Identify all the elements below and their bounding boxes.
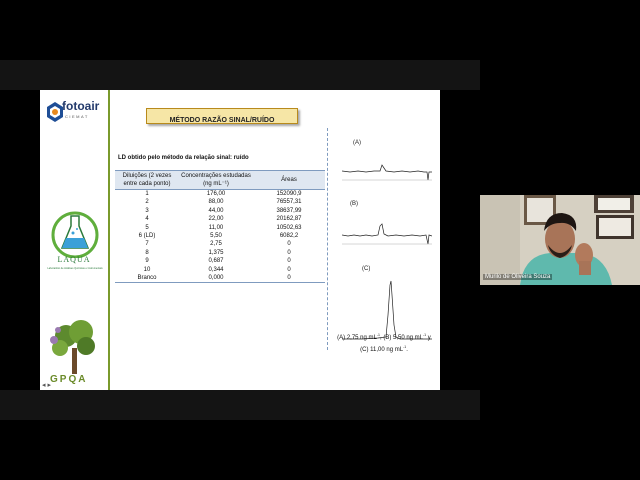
cell-area: 0	[287, 258, 291, 265]
table-row	[115, 257, 325, 265]
cell-concentration: 44,00	[208, 207, 224, 214]
chromatogram-c-label: (C)	[362, 266, 371, 272]
header-areas: Áreas	[253, 171, 325, 190]
table-row	[115, 207, 325, 215]
cell-dilution: 1	[145, 191, 149, 197]
caption-c: (C) 11,00 ng mL	[360, 347, 404, 353]
table-row	[115, 224, 325, 232]
caption-b: , (B) 5,50 ng mL	[379, 335, 424, 341]
table-row	[115, 232, 325, 240]
cell-concentration: 11,00	[208, 224, 224, 231]
chromatogram-a-label: (A)	[353, 140, 361, 146]
cell-dilution: 8	[145, 249, 149, 256]
cell-area: 0	[287, 249, 291, 256]
table-row	[115, 215, 325, 223]
video-letterbox-top	[0, 60, 480, 90]
laqua-logo-text: LAQUA	[57, 255, 91, 264]
cell-concentration: 5,50	[210, 233, 222, 240]
laqua-flask-icon	[50, 208, 100, 258]
column-divider	[327, 128, 328, 350]
presentation-slide	[40, 90, 440, 390]
gpqa-tree-icon	[48, 318, 100, 376]
ld-heading: LD obtido pelo método da relação sinal: ruído	[118, 155, 249, 161]
table-header-row	[115, 171, 325, 190]
table-row	[115, 266, 325, 274]
cell-dilution: 5	[145, 224, 149, 231]
cell-concentration: 0,687	[208, 258, 224, 265]
cell-area: 152090,9	[276, 191, 302, 197]
video-letterbox-bottom	[0, 390, 480, 420]
cell-dilution: Branco	[115, 274, 179, 283]
table-row	[115, 249, 325, 257]
cell-area: 0	[287, 241, 291, 248]
caption-c-sup: -1	[403, 345, 407, 349]
participant-name-label: Murilo de Oliveira Souza	[485, 274, 551, 280]
chromatogram-b-trace	[342, 208, 432, 248]
cell-dilution: 4	[145, 216, 149, 223]
fotoair-logo-subtext: CIEMAT	[65, 114, 89, 119]
chromatogram-caption	[328, 331, 440, 355]
cell-dilution: 3	[145, 207, 149, 214]
sidebar-divider	[108, 90, 110, 390]
slide-sidebar	[40, 90, 108, 390]
cell-area: 0	[287, 266, 291, 273]
cell-area: 6082,2	[279, 233, 299, 240]
cell-dilution: 2	[145, 199, 149, 206]
table-row	[115, 198, 325, 206]
webcam-tile[interactable]	[480, 195, 640, 285]
caption-b-sup: -1	[423, 333, 427, 337]
cell-concentration: 0,000	[179, 274, 253, 283]
cell-concentration: 2,75	[210, 241, 222, 248]
cell-area: 76557,31	[276, 199, 302, 206]
cell-dilution: 7	[145, 241, 149, 248]
caption-a-sup: -1	[376, 333, 380, 337]
header-concentrations: Concentrações estudadas (ng mL⁻¹)	[179, 171, 253, 190]
cell-area: 20162,87	[276, 216, 302, 223]
cell-area: 0	[253, 274, 325, 283]
slide-nav-arrows[interactable]: ◂ ▸	[42, 382, 51, 389]
laqua-logo-subtext: Laboratório de Análises Químicas e Instrumentais	[47, 267, 103, 270]
dilution-table	[115, 170, 325, 283]
table-row	[115, 190, 325, 199]
caption-a: (A) 2,75 ng mL	[337, 335, 377, 341]
cell-concentration: 1,375	[208, 249, 224, 256]
chromatogram-a-trace	[342, 150, 432, 188]
header-dilutions: Diluições (2 vezes entre cada ponto)	[115, 171, 179, 190]
gpqa-logo-text: GPQA	[50, 374, 88, 385]
cell-area: 10502,63	[276, 224, 302, 231]
cell-dilution: 9	[145, 258, 149, 265]
cell-dilution: 10	[143, 266, 151, 273]
table-row	[115, 240, 325, 248]
fotoair-logo-text: fotoair	[62, 99, 100, 113]
table-row	[115, 274, 325, 283]
cell-concentration: 22,00	[208, 216, 224, 223]
caption-end: .	[406, 347, 408, 353]
cell-area: 38637,99	[276, 207, 302, 214]
slide-title: MÉTODO RAZÃO SINAL/RUÍDO	[169, 117, 275, 124]
cell-dilution: 6 (LD)	[138, 233, 156, 240]
webcam-video-image	[480, 195, 640, 285]
cell-concentration: 88,00	[208, 199, 224, 206]
slide-title-box	[146, 108, 298, 124]
chromatogram-b-label: (B)	[350, 201, 358, 207]
cell-concentration: 0,344	[208, 266, 224, 273]
caption-y: y	[426, 335, 431, 341]
cell-concentration: 176,00	[206, 191, 226, 197]
